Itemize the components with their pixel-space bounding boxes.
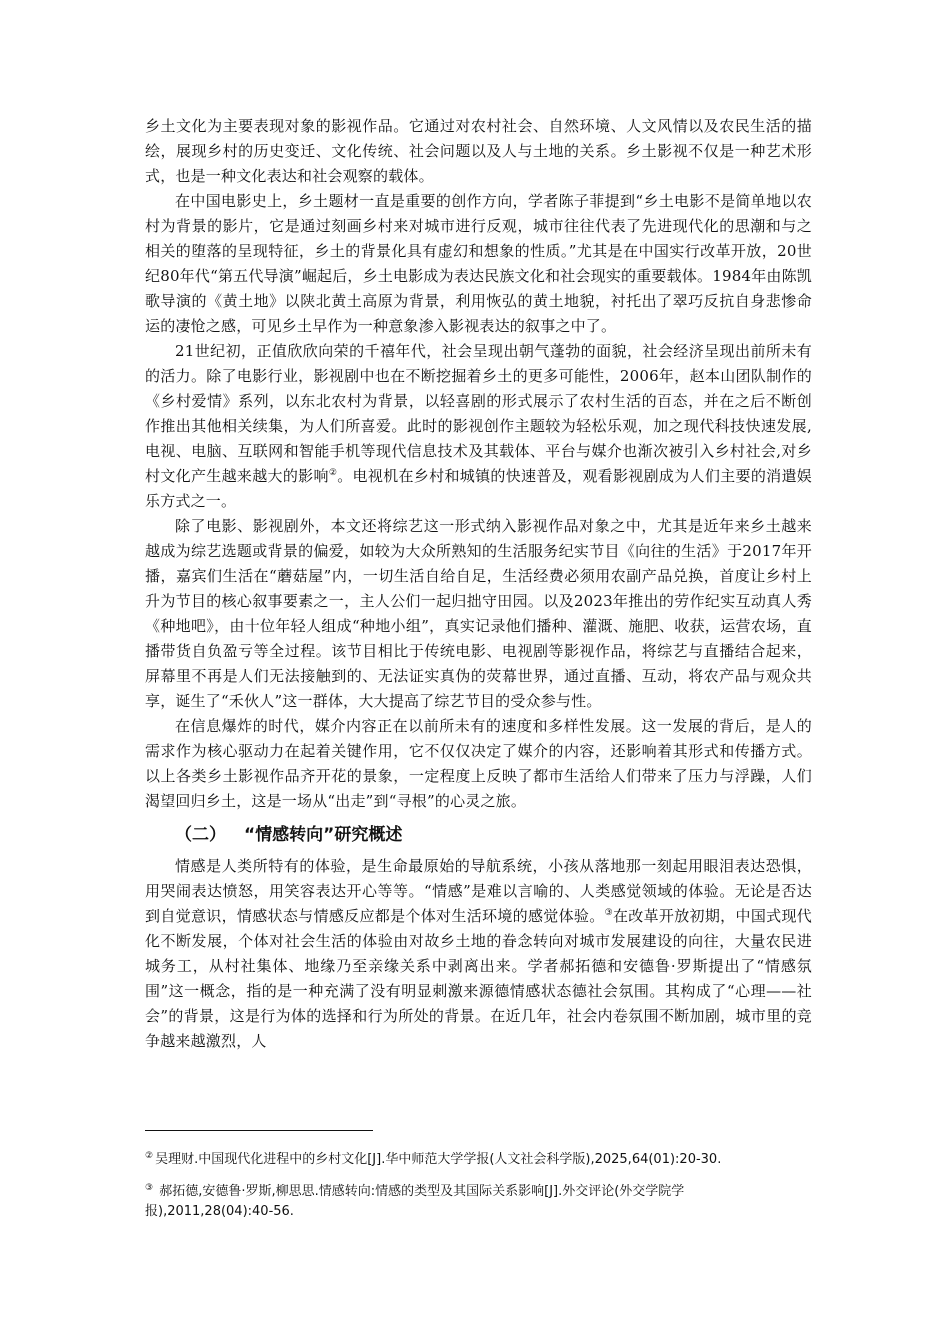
section-number: （二） — [175, 825, 226, 845]
paragraph-text: 21世纪初，正值欣欣向荣的千禧年代，社会呈现出朝气蓬勃的面貌，社会经济呈现出前所未有的活力。除了电影行业，影视剧中也在不断挖掘着乡土的更多可能性，2006年，赵本山团队制作的《乡村爱情》系列，以东北农村为背景，以轻喜剧的形式展示了农村生活的百态，并在之后不断创作推出其他相关续集，为人们所喜爱。此时的影视创作主题较为轻松乐观，加之现代科技快速发展,电视、电脑、互联网和智能手机等现代信息技术及其载体、平台与媒介也渐次被引入乡村社会,对乡村文化产生越来越大的影响 — [145, 342, 812, 485]
footnote-text: 郝拓德,安德鲁·罗斯,柳思思.情感转向:情感的类型及其国际关系影响[J].外交评论(外交学院学报),2011,28(04):40-56. — [145, 1184, 685, 1219]
paragraph: 在中国电影史上，乡土题材一直是重要的创作方向，学者陈子菲提到“乡土电影不是简单地以农村为背景的影片，它是通过刻画乡村来对城市进行反观，城市往往代表了先进现代化的思潮和与之相关的堕落的呈现特征，乡土的背景化具有虚幻和想象的性质。”尤其是在中国实行改革开放，20世纪80年代“第五代导演”崛起后，乡土电影成为表达民族文化和社会现实的重要载体。1984年由陈凯歌导演的《黄土地》以陕北黄土高原为背景，利用恢弘的黄土地貌，衬托出了翠巧反抗自身悲惨命运的凄怆之感，可见乡土早作为一种意象渗入影视表达的叙事之中了。 — [145, 192, 813, 335]
section-heading — [175, 820, 812, 850]
footnotes — [145, 1150, 812, 1234]
paragraph-text: 。电视机在乡村和城镇的快速普及，观看影视剧成为人们主要的消遣娱乐方式之一。 — [145, 467, 812, 510]
footnote-ref[interactable]: ③ — [604, 908, 613, 918]
paragraph-text: 情感是人类所特有的体验，是生命最原始的导航系统，小孩从落地那一刻起用眼泪表达恐惧，用哭闹表达愤怒，用笑容表达开心等等。“情感”是难以言喻的、人类感觉领域的体验。无论是否达到自觉意识，情感状态与情感反应都是个体对生活环境的感觉体验。 — [145, 857, 812, 925]
footnote-ref[interactable]: ② — [328, 468, 338, 478]
footnote-text: 吴理财.中国现代化进程中的乡村文化[J].华中师范大学学报(人文社会科学版),2025,64(01):20-30. — [155, 1152, 722, 1167]
paragraph — [145, 854, 812, 1054]
footnote-mark: ③ — [145, 1182, 154, 1193]
main-text — [145, 114, 812, 1054]
paragraph-text: 在改革开放初期，中国式现代化不断发展，个体对社会生活的体验由对故乡土地的眷念转向对城市发展建设的向往，大量农民进城务工，从村社集体、地缘乃至亲缘关系中剥离出来。学者郝拓德和安德鲁·罗斯提出了“情感氛围”这一概念，指的是一种充满了没有明显刺激来源德情感状态德社会氛围。其构成了“心理——社会”的背景，这是行为体的选择和行为所处的背景。在近几年，社会内卷氛围不断加剧，城市里的竞争越来越激烈，人 — [145, 907, 812, 1050]
section-title: “情感转向”研究概述 — [244, 825, 403, 845]
footnote — [145, 1150, 812, 1170]
footnote-mark: ② — [145, 1150, 154, 1161]
footnote-divider — [145, 1130, 373, 1131]
footnote — [145, 1182, 812, 1222]
paragraph: 乡土文化为主要表现对象的影视作品。它通过对农村社会、自然环境、人文风情以及农民生活的描绘，展现乡村的历史变迁、文化传统、社会问题以及人与土地的关系。乡土影视不仅是一种艺术形式，也是一种文化表达和社会观察的载体。 — [145, 117, 812, 185]
paragraph — [145, 339, 812, 514]
paragraph: 在信息爆炸的时代，媒介内容正在以前所未有的速度和多样性发展。这一发展的背后，是人的需求作为核心驱动力在起着关键作用，它不仅仅决定了媒介的内容，还影响着其形式和传播方式。以上各类乡土影视作品齐开花的景象，一定程度上反映了都市生活给人们带来了压力与浮躁，人们渴望回归乡土，这是一场从“出走”到“寻根”的心灵之旅。 — [145, 717, 812, 810]
paragraph: 除了电影、影视剧外，本文还将综艺这一形式纳入影视作品对象之中，尤其是近年来乡土越来越成为综艺选题或背景的偏爱，如较为大众所熟知的生活服务纪实节目《向往的生活》于2017年开播，嘉宾们生活在“蘑菇屋”内，一切生活自给自足，生活经费必须用农副产品兑换，首度让乡村上升为节目的核心叙事要素之一，主人公们一起归拙守田园。以及2023年推出的劳作纪实互动真人秀《种地吧》，由十位年轻人组成“种地小组”，真实记录他们播种、灌溉、施肥、收获，运营农场，直播带货自负盈亏等全过程。该节目相比于传统电影、电视剧等影视作品，将综艺与直播结合起来，屏幕里不再是人们无法接触到的、无法证实真伪的荧幕世界，通过直播、互动，将农产品与观众共享，诞生了“禾伙人”这一群体，大大提高了综艺节目的受众参与性。 — [145, 517, 812, 710]
